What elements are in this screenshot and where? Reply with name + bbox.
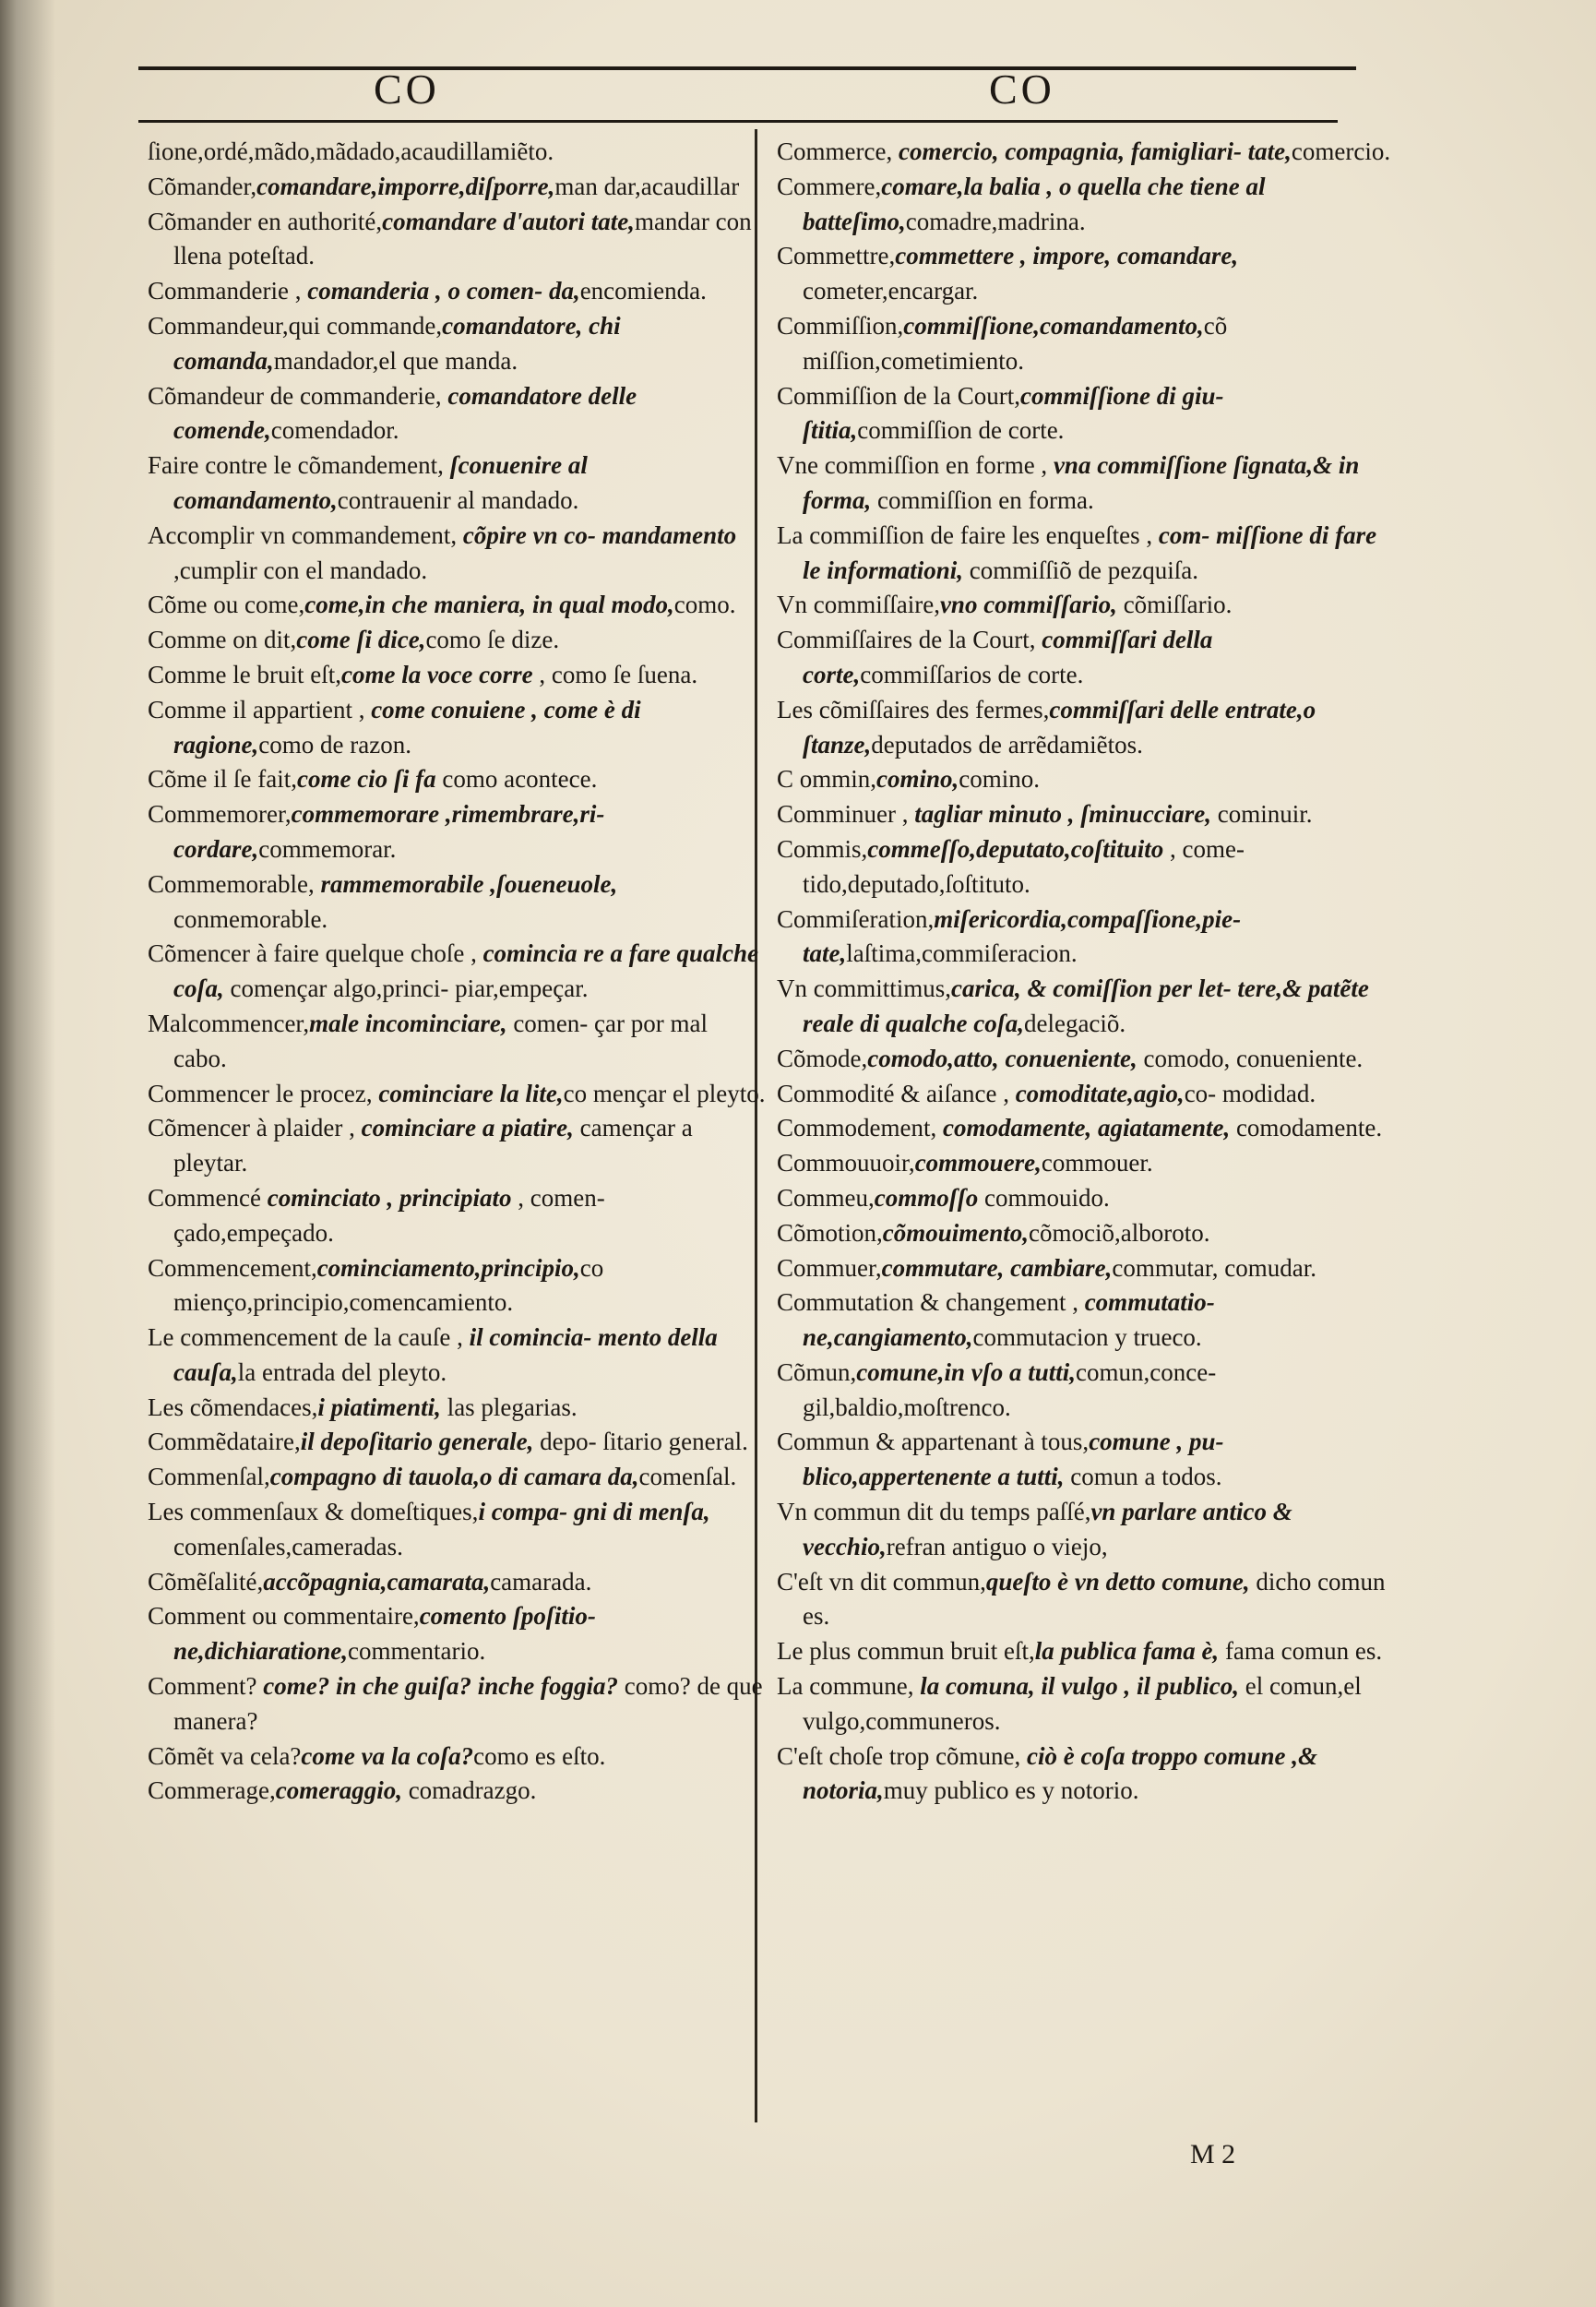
- entry-italian: come? in che guiſa? inche foggia?: [263, 1672, 618, 1701]
- entry-spanish: , como ſe ſuena.: [532, 660, 698, 688]
- entry-spanish: como ſe dize.: [425, 626, 560, 654]
- entry-italian: miſericordia,compaſſione,pie- tate,: [803, 904, 1242, 968]
- entry-italian: commiſſione,comandamento,: [903, 311, 1204, 340]
- entry-italian: comare,la balia , o quella che tiene al batteſimo,: [803, 172, 1266, 235]
- top-rule: [138, 66, 1356, 70]
- entry-headword: C'eſt choſe trop cõmune,: [777, 1741, 1028, 1770]
- entry-headword: Commeu,: [777, 1183, 875, 1212]
- entry-italian: come,in che maniera, in qual modo,: [304, 591, 674, 619]
- dictionary-entry: [148, 1077, 766, 1112]
- entry-spanish: dicho comun es.: [803, 1567, 1386, 1631]
- entry-spanish: commiſſiõ de pezquiſa.: [963, 556, 1198, 584]
- dictionary-entry: [148, 1565, 766, 1600]
- entry-spanish: comadrazgo.: [401, 1776, 537, 1805]
- entry-spanish: como? de que manera?: [173, 1672, 763, 1735]
- dictionary-entry: [777, 309, 1395, 379]
- dictionary-entry: [148, 379, 766, 449]
- dictionary-entry: [148, 693, 766, 763]
- entry-italian: commiſſari della corte,: [803, 626, 1213, 688]
- dictionary-entry: [148, 519, 766, 589]
- running-head-right: CO: [989, 66, 1055, 113]
- entry-headword: Cõmandeur de commanderie,: [148, 381, 448, 410]
- entry-headword: La commune,: [777, 1672, 921, 1701]
- entry-italian: cominciare a piatire,: [361, 1114, 574, 1142]
- entry-italian: com- miſſione di fare le informationi,: [803, 520, 1377, 584]
- entry-headword: Commencer le procez,: [148, 1079, 379, 1107]
- entry-headword: Commodement,: [777, 1114, 943, 1142]
- dictionary-entry: [777, 1285, 1395, 1356]
- entry-italian: male incominciare,: [309, 1009, 507, 1037]
- entry-spanish: començar algo,princi- piar,empeçar.: [223, 974, 589, 1003]
- dictionary-entry: [777, 170, 1395, 240]
- entry-italian: comodamente, agiatamente,: [942, 1114, 1231, 1142]
- entry-italian: compagno di tauola,o di camara da,: [269, 1463, 639, 1491]
- entry-italian: rammemorabile ,ſoueneuole,: [320, 869, 618, 898]
- dictionary-entry: [777, 762, 1395, 797]
- entry-headword: Commencement,: [148, 1253, 317, 1282]
- dictionary-entry: [777, 135, 1395, 170]
- entry-italian: ſconuenire al comandamento,: [173, 451, 588, 514]
- entry-headword: Accomplir vn commandement,: [148, 520, 463, 549]
- entry-headword: Cõmẽſalité,: [148, 1567, 264, 1596]
- entry-headword: Le plus commun bruit eſt,: [777, 1637, 1035, 1666]
- entry-italian: commoſſo: [874, 1183, 979, 1212]
- entry-italian: commettere , impore, comandare,: [895, 242, 1239, 270]
- entry-headword: Cõmotion,: [777, 1218, 883, 1247]
- dictionary-entry: [148, 1460, 766, 1495]
- entry-italian: comandatore, chi comanda,: [173, 311, 621, 375]
- entry-italian: vno commiſſario,: [939, 591, 1117, 619]
- entry-headword: Cõme ou come,: [148, 591, 305, 619]
- entry-italian: comanderia , o comen- da,: [307, 277, 580, 305]
- dictionary-entry: [148, 1495, 766, 1565]
- entry-headword: Cõmencer à plaider ,: [148, 1114, 362, 1142]
- entry-italian: comino,: [876, 765, 959, 794]
- entry-headword: Cõmode,: [777, 1044, 868, 1072]
- entry-headword: La commiſſion de faire les enqueſtes ,: [777, 520, 1159, 549]
- entry-spanish: fama comun es.: [1219, 1637, 1383, 1666]
- entry-italian: comoditate,agio,: [1015, 1079, 1185, 1107]
- entry-italian: comincia re a fare qualche coſa,: [173, 939, 759, 1003]
- entry-spanish: commiſſion en forma.: [871, 485, 1094, 514]
- entry-spanish: commiſſion de corte.: [857, 416, 1065, 445]
- entry-spanish: refran antiguo o viejo,: [886, 1532, 1108, 1560]
- entry-headword: Commiſeration,: [777, 904, 935, 933]
- dictionary-entry: [148, 1669, 766, 1739]
- dictionary-entry: [777, 1111, 1395, 1146]
- entry-headword: Commouuoir,: [777, 1149, 915, 1177]
- dictionary-entry: [148, 762, 766, 797]
- dictionary-entry: [148, 309, 766, 379]
- dictionary-entry: [148, 588, 766, 623]
- entry-italian: vna commiſſione ſignata,& in forma,: [803, 451, 1360, 514]
- entry-italian: comandare,imporre,diſporre,: [256, 172, 555, 200]
- entry-italian: comune,in vſo a tutti,: [856, 1357, 1077, 1386]
- entry-italian: come conuiene , come è di ragione,: [173, 695, 641, 759]
- entry-headword: Les cõmendaces,: [148, 1393, 318, 1421]
- entry-headword: Les commenſaux & domeſtiques,: [148, 1498, 479, 1526]
- entry-headword: Commemorable,: [148, 869, 321, 898]
- dictionary-entry: [148, 135, 766, 170]
- entry-spanish: commouido.: [978, 1183, 1110, 1212]
- entry-italian: commutare, cambiare,: [881, 1253, 1113, 1282]
- entry-spanish: la entrada del pleyto.: [237, 1357, 447, 1386]
- entry-spanish: comen- çar por mal cabo.: [173, 1009, 708, 1072]
- dictionary-entry: [777, 1634, 1395, 1669]
- entry-headword: Cõmencer à faire quelque choſe ,: [148, 939, 483, 968]
- entry-headword: Comment?: [148, 1672, 264, 1701]
- entry-spanish: commutacion y trueco.: [972, 1323, 1202, 1352]
- entry-italian: cõmouimento,: [882, 1218, 1030, 1247]
- entry-spanish: contrauenir al mandado.: [337, 485, 579, 514]
- entry-spanish: depo- ſitario general.: [533, 1428, 748, 1456]
- entry-spanish: commouer.: [1041, 1149, 1153, 1177]
- dictionary-entry: [777, 1042, 1395, 1077]
- entry-headword: Commettre,: [777, 242, 896, 270]
- entry-italian: comeraggio,: [275, 1776, 402, 1805]
- header-rule: [138, 120, 1338, 123]
- entry-italian: commouere,: [914, 1149, 1042, 1177]
- entry-headword: Commemorer,: [148, 800, 292, 829]
- entry-italian: comercio, compagnia, famigliari- tate,: [898, 137, 1292, 165]
- entry-spanish: , comen- çado,empeçado.: [173, 1183, 605, 1247]
- dictionary-entry: [777, 693, 1395, 763]
- entry-headword: Commerage,: [148, 1776, 276, 1805]
- entry-spanish: , come- tido,deputado,ſoſtituto.: [803, 834, 1245, 898]
- entry-spanish: comadre,madrina.: [905, 207, 1086, 235]
- entry-headword: Commẽdataire,: [148, 1428, 301, 1456]
- entry-headword: Commiſſaires de la Court,: [777, 626, 1042, 654]
- entry-headword: Comme le bruit eſt,: [148, 660, 341, 688]
- running-head-left: CO: [374, 66, 440, 113]
- entry-italian: comandatore delle comende,: [173, 381, 637, 445]
- entry-spanish: deputados de arrẽdamiẽtos.: [871, 730, 1143, 759]
- dictionary-entry: [777, 588, 1395, 623]
- entry-spanish: cometer,encargar.: [803, 277, 979, 305]
- entry-headword: Commere,: [777, 172, 882, 200]
- entry-italian: il comincia- mento della cauſa,: [173, 1323, 718, 1386]
- entry-headword: Vn committimus,: [777, 974, 951, 1003]
- entry-spanish: como de razon.: [258, 730, 411, 759]
- entry-spanish: mandar con llena poteſtad.: [173, 207, 752, 270]
- entry-headword: Le commencement de la cauſe ,: [148, 1323, 470, 1352]
- entry-spanish: camençar a pleytar.: [173, 1114, 693, 1177]
- entry-italian: commiſſione di giu- ſtitia,: [803, 381, 1224, 445]
- entry-headword: Vn commun dit du temps paſſé,: [777, 1498, 1091, 1526]
- dictionary-entry: [777, 797, 1395, 832]
- entry-spanish: cõmociõ,alboroto.: [1029, 1218, 1210, 1247]
- dictionary-entry: [148, 274, 766, 309]
- entry-headword: Commun & appartenant à tous,: [777, 1428, 1090, 1456]
- left-column: [148, 135, 766, 1809]
- entry-spanish: comendador.: [270, 416, 399, 445]
- entry-italian: commeſſo,deputato,coſtituito: [867, 834, 1164, 863]
- entry-italian: come la voce corre: [340, 660, 533, 688]
- dictionary-entry: [777, 1739, 1395, 1810]
- entry-headword: Commencé: [148, 1183, 268, 1212]
- entry-spanish: co mençar el pleyto.: [563, 1079, 766, 1107]
- entry-spanish: commentario.: [348, 1637, 486, 1666]
- dictionary-entry: [148, 1774, 766, 1809]
- entry-italian: vn parlare antico & vecchio,: [803, 1498, 1292, 1560]
- entry-spanish: camarada.: [490, 1567, 592, 1596]
- dictionary-entry: [777, 1181, 1395, 1216]
- dictionary-entry: [777, 1495, 1395, 1565]
- entry-headword: Commis,: [777, 834, 868, 863]
- dictionary-entry: [148, 1599, 766, 1669]
- entry-headword: C ommin,: [777, 765, 877, 794]
- dictionary-entry: [777, 239, 1395, 309]
- entry-spanish: como acontece.: [435, 765, 598, 794]
- entry-headword: Commiſſion,: [777, 311, 904, 340]
- entry-italian: carica, & comiſſion per let- tere,& patẽte reale di qualche coſa,: [803, 974, 1369, 1037]
- entry-headword: Commiſſion de la Court,: [777, 381, 1020, 410]
- entry-italian: cominciamento,principio,: [316, 1253, 580, 1282]
- entry-spanish: commutar, comudar.: [1112, 1253, 1316, 1282]
- entry-spanish: comodamente.: [1230, 1114, 1383, 1142]
- dictionary-entry: [777, 623, 1395, 693]
- entry-spanish: ,cumplir con el mandado.: [173, 556, 428, 584]
- entry-italian: la publica fama è,: [1034, 1637, 1220, 1666]
- entry-italian: i compa- gni di menſa,: [478, 1498, 710, 1526]
- entry-italian: la comuna, il vulgo , il publico,: [920, 1672, 1239, 1701]
- dictionary-entry: [148, 658, 766, 693]
- entry-spanish: conmemorable.: [173, 904, 328, 933]
- dictionary-entry: [148, 1007, 766, 1077]
- entry-italian: commemorare ,rimembrare,ri- cordare,: [173, 800, 605, 863]
- entry-spanish: cõmiſſario.: [1116, 591, 1233, 619]
- entry-spanish: comun,conce- gil,baldio,moſtrenco.: [803, 1357, 1217, 1421]
- entry-italian: come ſi dice,: [296, 626, 426, 654]
- entry-italian: come cio ſi fa: [296, 765, 436, 794]
- entry-headword: Cõmander,: [148, 172, 257, 200]
- dictionary-entry: [777, 448, 1395, 519]
- entry-spanish: comenſales,cameradas.: [173, 1532, 403, 1560]
- dictionary-entry: [777, 1425, 1395, 1495]
- entry-spanish: co- modidad.: [1184, 1079, 1316, 1107]
- entry-headword: Commandeur,qui commande,: [148, 311, 443, 340]
- entry-italian: i piatimenti,: [317, 1393, 441, 1421]
- entry-headword: Commenſal,: [148, 1463, 270, 1491]
- entry-headword: Faire contre le cõmandement,: [148, 451, 450, 480]
- dictionary-entry: [148, 797, 766, 867]
- dictionary-entry: [148, 867, 766, 938]
- entry-text: ſione,ordé,mãdo,mãdado,acaudillamiẽto.: [148, 137, 554, 165]
- dictionary-entry: [148, 937, 766, 1007]
- dictionary-entry: [148, 1739, 766, 1775]
- entry-spanish: como es eſto.: [473, 1741, 606, 1770]
- entry-spanish: commemorar.: [258, 834, 397, 863]
- entry-headword: C'eſt vn dit commun,: [777, 1567, 986, 1596]
- dictionary-entry: [777, 972, 1395, 1042]
- entry-headword: Comment ou commentaire,: [148, 1602, 420, 1631]
- entry-headword: Comme on dit,: [148, 626, 297, 654]
- dictionary-entry: [777, 1356, 1395, 1426]
- dictionary-entry: [148, 1251, 766, 1321]
- entry-italian: comune , pu- blico,appertenente a tutti,: [803, 1428, 1224, 1491]
- dictionary-entry: [777, 1251, 1395, 1286]
- dictionary-entry: [148, 448, 766, 519]
- entry-spanish: co mienço,principio,comencamiento.: [173, 1253, 604, 1317]
- entry-spanish: delegaciõ.: [1023, 1009, 1126, 1037]
- signature-mark: M 2: [1190, 2139, 1236, 2170]
- entry-spanish: laſtima,commiſeracion.: [846, 939, 1078, 968]
- entry-italian: commutatio- ne,cangiamento,: [803, 1288, 1215, 1352]
- dictionary-entry: [148, 1391, 766, 1426]
- entry-headword: Commerce,: [777, 137, 899, 165]
- entry-italian: cominciato , principiato: [267, 1183, 512, 1212]
- dictionary-entry: [148, 170, 766, 205]
- entry-spanish: como.: [673, 591, 736, 619]
- entry-headword: Commanderie ,: [148, 277, 308, 305]
- dictionary-entry: [777, 519, 1395, 589]
- entry-headword: Comminuer ,: [777, 800, 915, 829]
- entry-italian: cõpire vn co- mandamento: [462, 520, 737, 549]
- dictionary-entry: [148, 1181, 766, 1251]
- dictionary-entry: [777, 1565, 1395, 1635]
- entry-headword: Cõmẽt va cela?: [148, 1741, 302, 1770]
- dictionary-entry: [777, 379, 1395, 449]
- entry-spanish: comodo, conueniente.: [1137, 1044, 1364, 1072]
- entry-italian: comodo,atto, conueniente,: [867, 1044, 1137, 1072]
- entry-headword: Commuer,: [777, 1253, 882, 1282]
- dictionary-entry: [148, 205, 766, 275]
- entry-italian: tagliar minuto , ſminucciare,: [914, 800, 1212, 829]
- entry-headword: Vne commiſſion en forme ,: [777, 451, 1054, 480]
- dictionary-entry: [777, 902, 1395, 973]
- entry-italian: comento ſpoſitio- ne,dichiaratione,: [173, 1602, 596, 1666]
- entry-italian: cominciare la lite,: [378, 1079, 564, 1107]
- entry-spanish: encomienda.: [579, 277, 707, 305]
- entry-headword: Cõmun,: [777, 1357, 857, 1386]
- dictionary-entry: [777, 1077, 1395, 1112]
- entry-spanish: commiſſarios de corte.: [860, 660, 1084, 688]
- entry-spanish: comun a todos.: [1064, 1463, 1222, 1491]
- entry-headword: Commodité & aiſance ,: [777, 1079, 1016, 1107]
- entry-headword: Malcommencer,: [148, 1009, 310, 1037]
- dictionary-entry: [148, 1321, 766, 1391]
- entry-italian: accõpagnia,camarata,: [263, 1567, 491, 1596]
- dictionary-entry: [148, 1111, 766, 1181]
- entry-spanish: comenſal.: [638, 1463, 737, 1491]
- entry-spanish: las plegarias.: [440, 1393, 578, 1421]
- entry-spanish: muy publico es y notorio.: [883, 1776, 1139, 1805]
- entry-italian: come va la coſa?: [301, 1741, 474, 1770]
- entry-spanish: cõ miſſion,cometimiento.: [803, 311, 1228, 375]
- right-column: [777, 135, 1395, 1809]
- entry-spanish: mandador,el que manda.: [273, 346, 518, 375]
- entry-italian: comandare d'autori tate,: [382, 207, 635, 235]
- entry-spanish: cominuir.: [1211, 800, 1313, 829]
- entry-italian: queſto è vn detto comune,: [985, 1567, 1250, 1596]
- dictionary-entry: [148, 1425, 766, 1460]
- entry-italian: ciò è coſa troppo comune ,& notoria,: [803, 1741, 1318, 1805]
- entry-spanish: comercio.: [1291, 137, 1391, 165]
- entry-headword: Vn commiſſaire,: [777, 591, 940, 619]
- entry-headword: Cõme il ſe fait,: [148, 765, 297, 794]
- entry-headword: Les cõmiſſaires des fermes,: [777, 695, 1050, 723]
- entry-headword: Comme il appartient ,: [148, 695, 372, 723]
- dictionary-entry: [777, 1146, 1395, 1181]
- entry-spanish: man dar,acaudillar: [554, 172, 740, 200]
- gutter-shadow: [0, 0, 55, 2307]
- dictionary-entry: [777, 832, 1395, 902]
- entry-italian: il depoſitario generale,: [300, 1428, 534, 1456]
- dictionary-entry: [148, 623, 766, 658]
- entry-headword: Cõmander en authorité,: [148, 207, 383, 235]
- dictionary-entry: [777, 1216, 1395, 1251]
- entry-italian: commiſſari delle entrate,o ſtanze,: [803, 695, 1316, 759]
- entry-spanish: comino.: [959, 765, 1041, 794]
- dictionary-entry: [777, 1669, 1395, 1739]
- entry-headword: Commutation & changement ,: [777, 1288, 1085, 1317]
- entry-spanish: el comun,el vulgo,communeros.: [803, 1672, 1362, 1735]
